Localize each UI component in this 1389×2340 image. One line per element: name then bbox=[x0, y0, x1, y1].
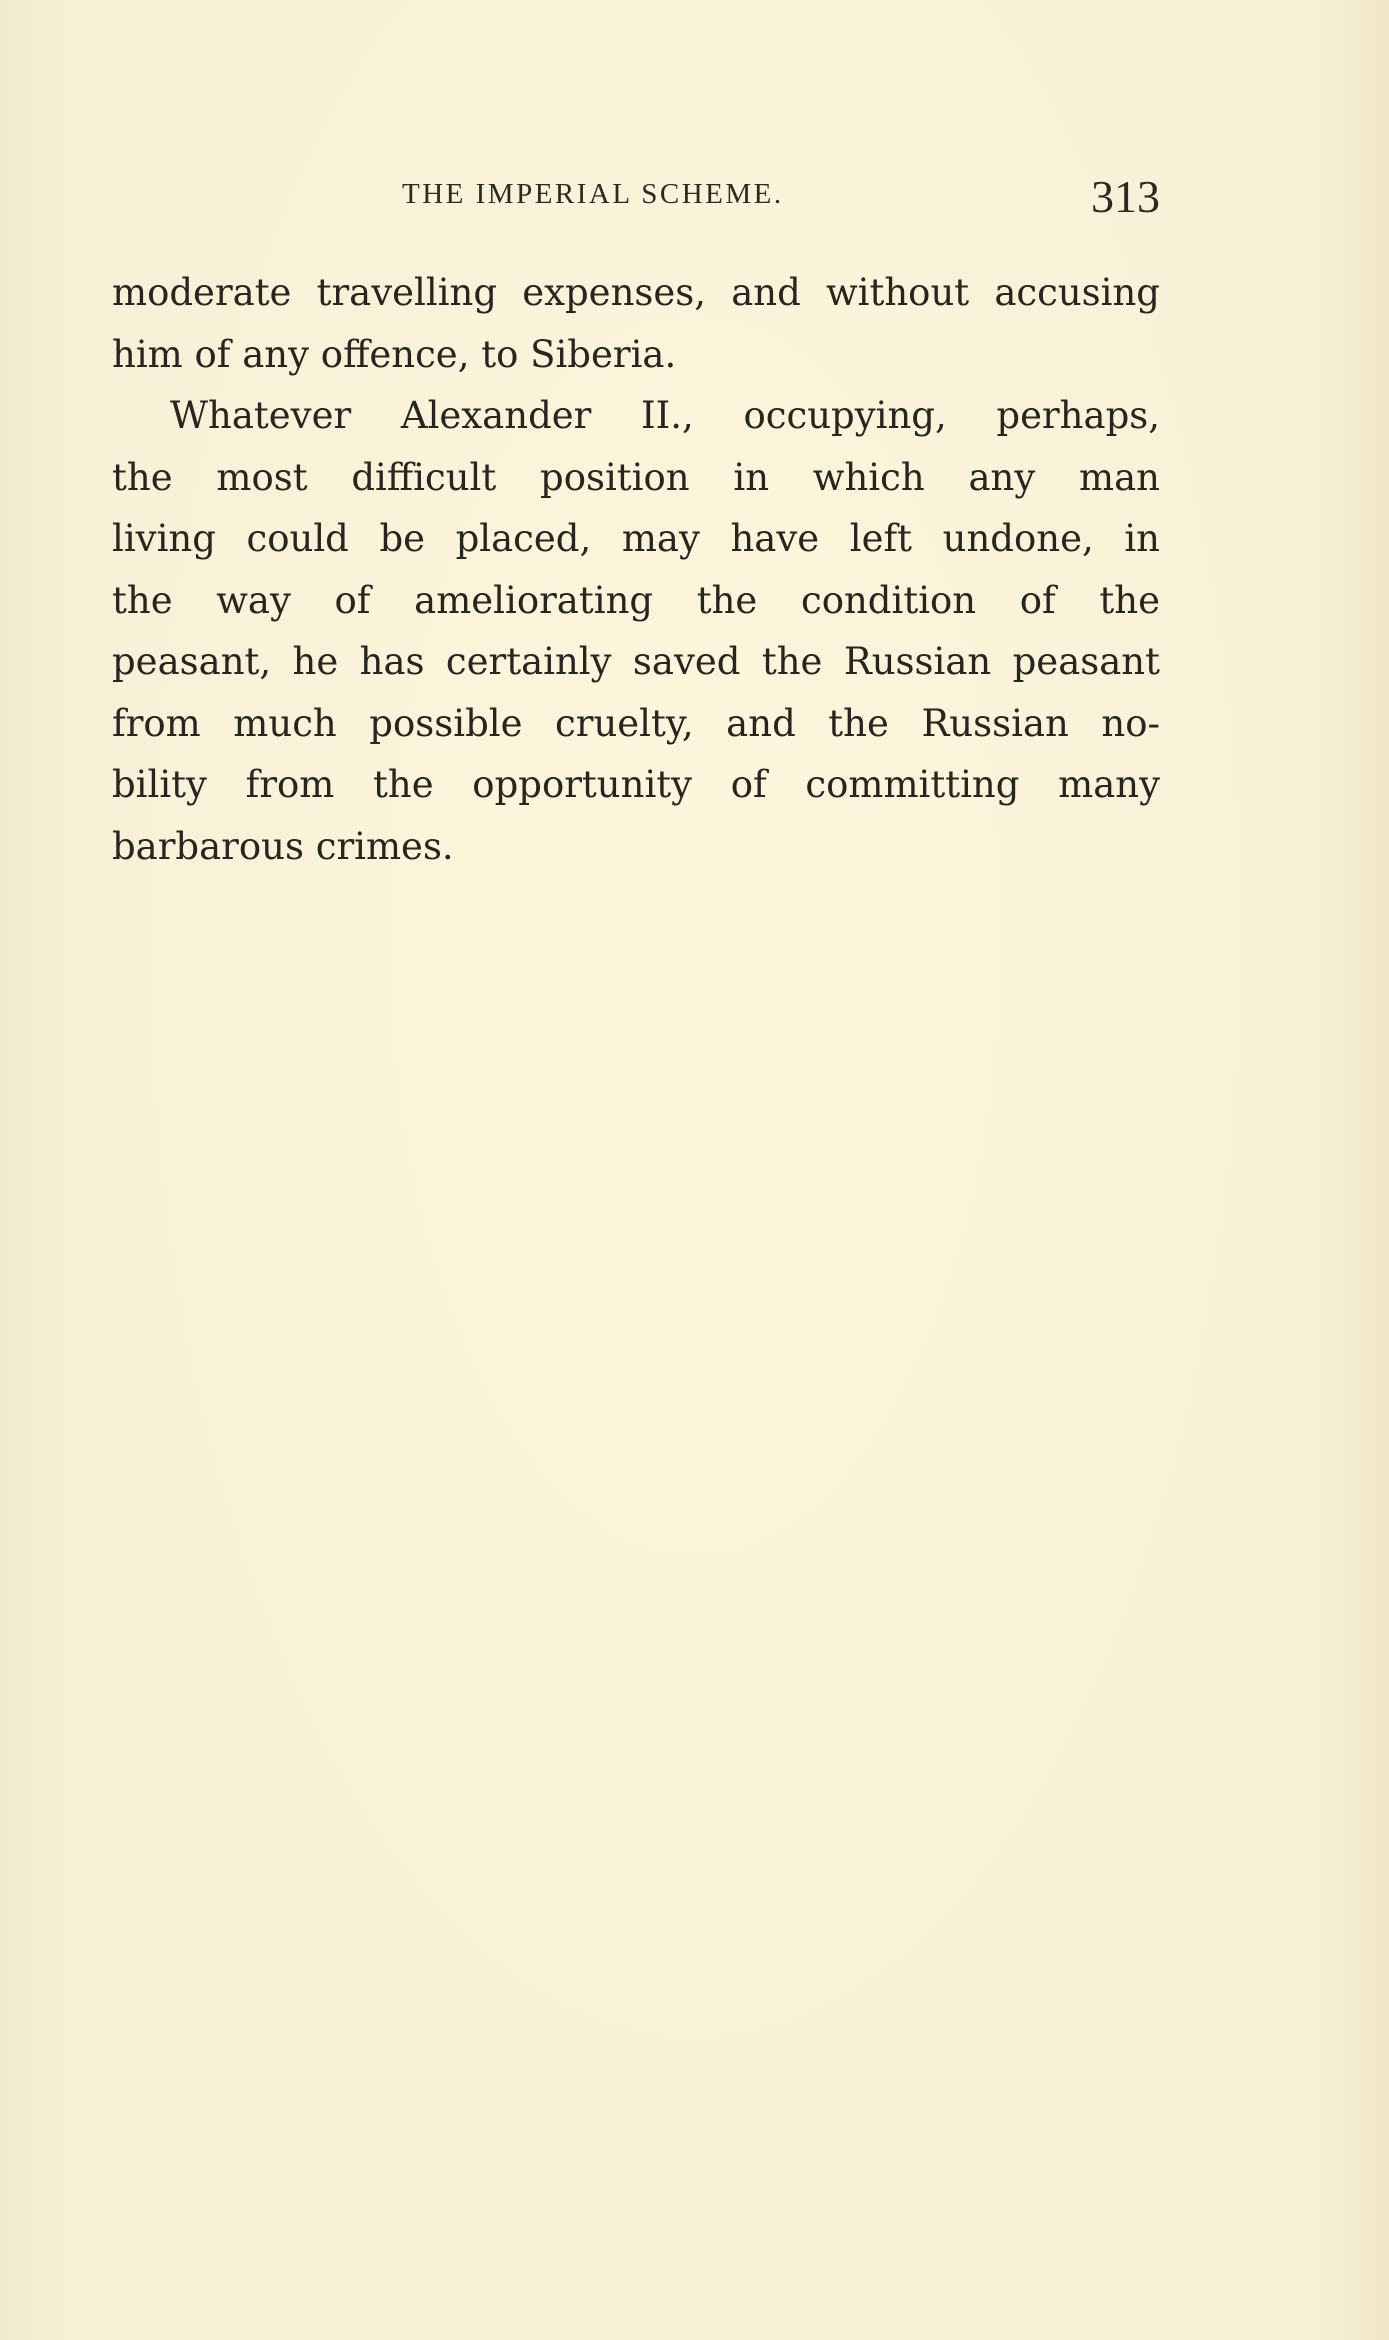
running-head bbox=[112, 170, 1160, 220]
text-line: living could be placed, may have left undone, in bbox=[112, 517, 1160, 560]
text-line: the most difficult position in which any man bbox=[112, 455, 1160, 499]
text-line: peasant, he has certainly saved the Russian peasant bbox=[112, 640, 1160, 683]
running-title: THE IMPERIAL SCHEME. bbox=[402, 178, 784, 210]
text-line: from much possible cruelty, and the Russian no- bbox=[112, 701, 1160, 745]
text-line: the way of ameliorating the condition of the bbox=[112, 578, 1160, 622]
body-text bbox=[112, 262, 1160, 877]
text-line: moderate travelling expenses, and without accusing bbox=[112, 271, 1160, 314]
text-line: him of any offence, to Siberia. bbox=[112, 332, 677, 376]
text-line: barbarous crimes. bbox=[112, 824, 454, 868]
text-line: Whatever Alexander II., occupying, perhaps, bbox=[170, 394, 1160, 437]
text-line: bility from the opportunity of committing many bbox=[112, 763, 1160, 806]
page-number: 313 bbox=[1091, 171, 1160, 222]
